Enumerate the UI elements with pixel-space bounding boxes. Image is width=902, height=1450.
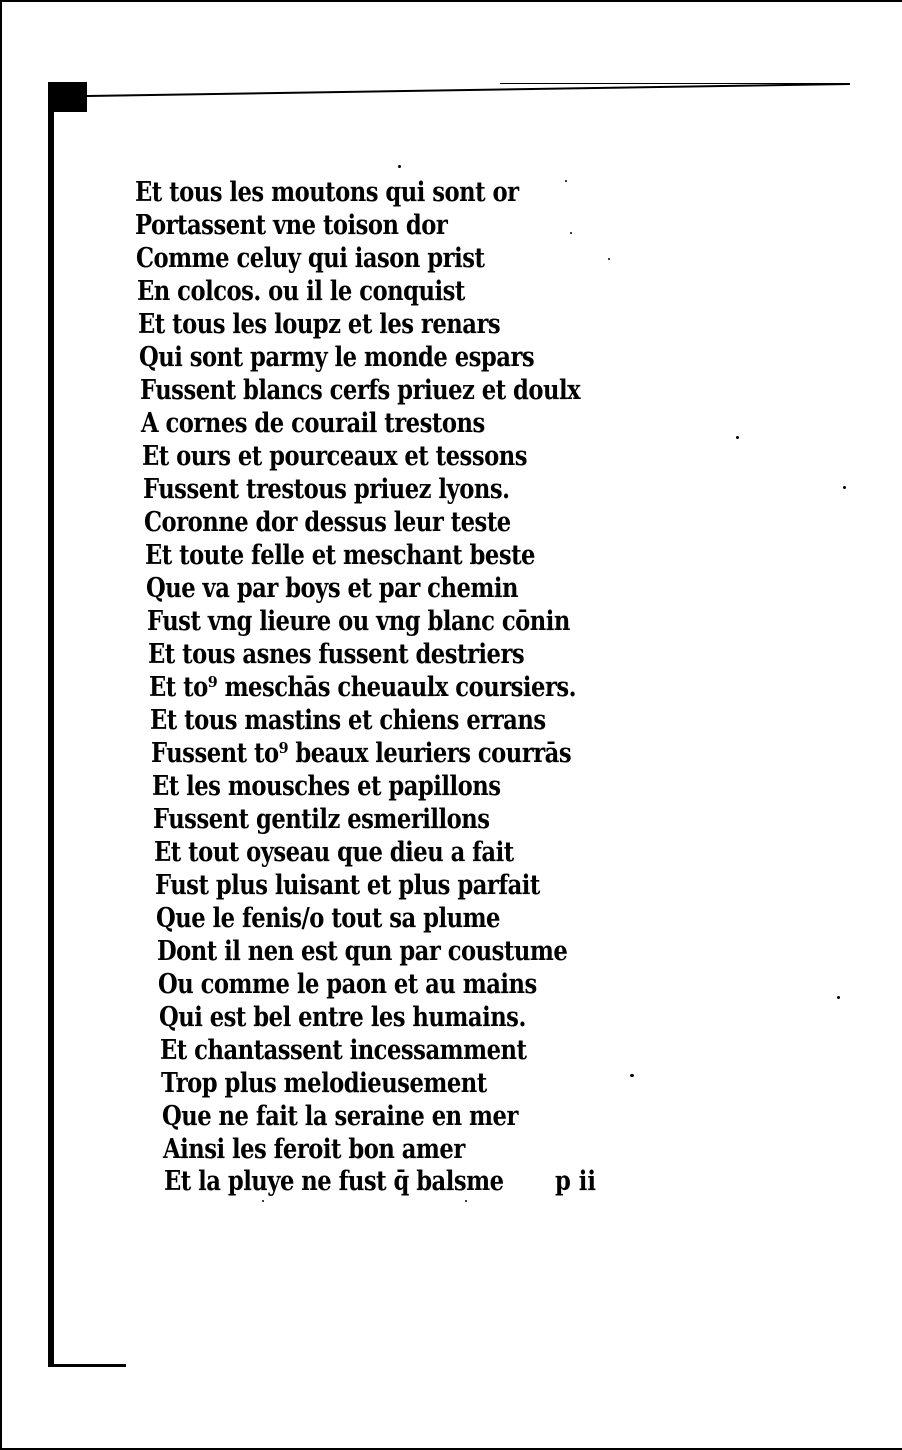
ink-speck bbox=[570, 232, 572, 234]
verse-line: Et toute felle et meschant beste bbox=[145, 540, 535, 571]
verse-line: Que ne fait la seraine en mer bbox=[162, 1101, 518, 1132]
verse-line: A cornes de courail trestons bbox=[141, 408, 485, 439]
verse-line: Que le fenis/o tout sa plume bbox=[156, 903, 500, 934]
verse-line: En colcos. ou il le conquist bbox=[137, 276, 465, 307]
verse-line: Fussent to⁹ beaux leuriers courrās bbox=[151, 738, 572, 769]
verse-line: Fust vng lieure ou vng blanc cōnin bbox=[147, 606, 570, 637]
verse-line: Et la pluye ne fust q̄ balsme bbox=[164, 1166, 504, 1197]
verse-line: Et tous les loupz et les renars bbox=[138, 309, 501, 340]
verse-line: Fust plus luisant et plus parfait bbox=[155, 870, 540, 901]
verse-line: Et les mousches et papillons bbox=[152, 771, 501, 802]
verse-line: Comme celuy qui iason prist bbox=[136, 243, 485, 274]
verse-line: Que va par boys et par chemin bbox=[146, 573, 518, 604]
verse-line: Et to⁹ meschās cheuaulx coursiers. bbox=[149, 672, 577, 703]
ink-speck bbox=[608, 258, 610, 260]
signature-mark: p ii bbox=[555, 1166, 596, 1197]
verse-line: Et tout oyseau que dieu a fait bbox=[154, 837, 514, 868]
verse-line: Dont il nen est qun par coustume bbox=[157, 936, 568, 967]
verse-line: Qui est bel entre les humains. bbox=[159, 1002, 526, 1033]
ink-speck bbox=[565, 180, 567, 182]
verse-line: Et tous asnes fussent destriers bbox=[148, 639, 525, 670]
ink-speck bbox=[465, 1200, 467, 1202]
verse-line: Et tous mastins et chiens errans bbox=[150, 705, 546, 736]
ink-speck bbox=[262, 1200, 264, 1202]
verse-line: Qui sont parmy le monde espars bbox=[139, 342, 535, 373]
verse-line: Et ours et pourceaux et tessons bbox=[142, 441, 527, 472]
verse-line: Fussent blancs cerfs priuez et doulx bbox=[140, 375, 581, 406]
verse-line: Fussent gentilz esmerillons bbox=[153, 804, 490, 835]
verse-line: Ou comme le paon et au mains bbox=[158, 969, 537, 1000]
ink-speck bbox=[837, 996, 840, 999]
verse-line: Et chantassent incessamment bbox=[160, 1035, 527, 1066]
verse-line: Fussent trestous priuez lyons. bbox=[143, 474, 510, 505]
ink-speck bbox=[736, 436, 739, 439]
ink-speck bbox=[398, 165, 401, 168]
verse-line: Ainsi les feroit bon amer bbox=[163, 1134, 465, 1165]
ink-speck bbox=[843, 486, 846, 489]
verse-line: Et tous les moutons qui sont or bbox=[135, 177, 519, 208]
ink-speck bbox=[630, 1074, 634, 1077]
verse-line: Trop plus melodieusement bbox=[161, 1068, 487, 1099]
verse-line: Portassent vne toison dor bbox=[135, 210, 448, 241]
verse-line: Coronne dor dessus leur teste bbox=[144, 507, 511, 538]
